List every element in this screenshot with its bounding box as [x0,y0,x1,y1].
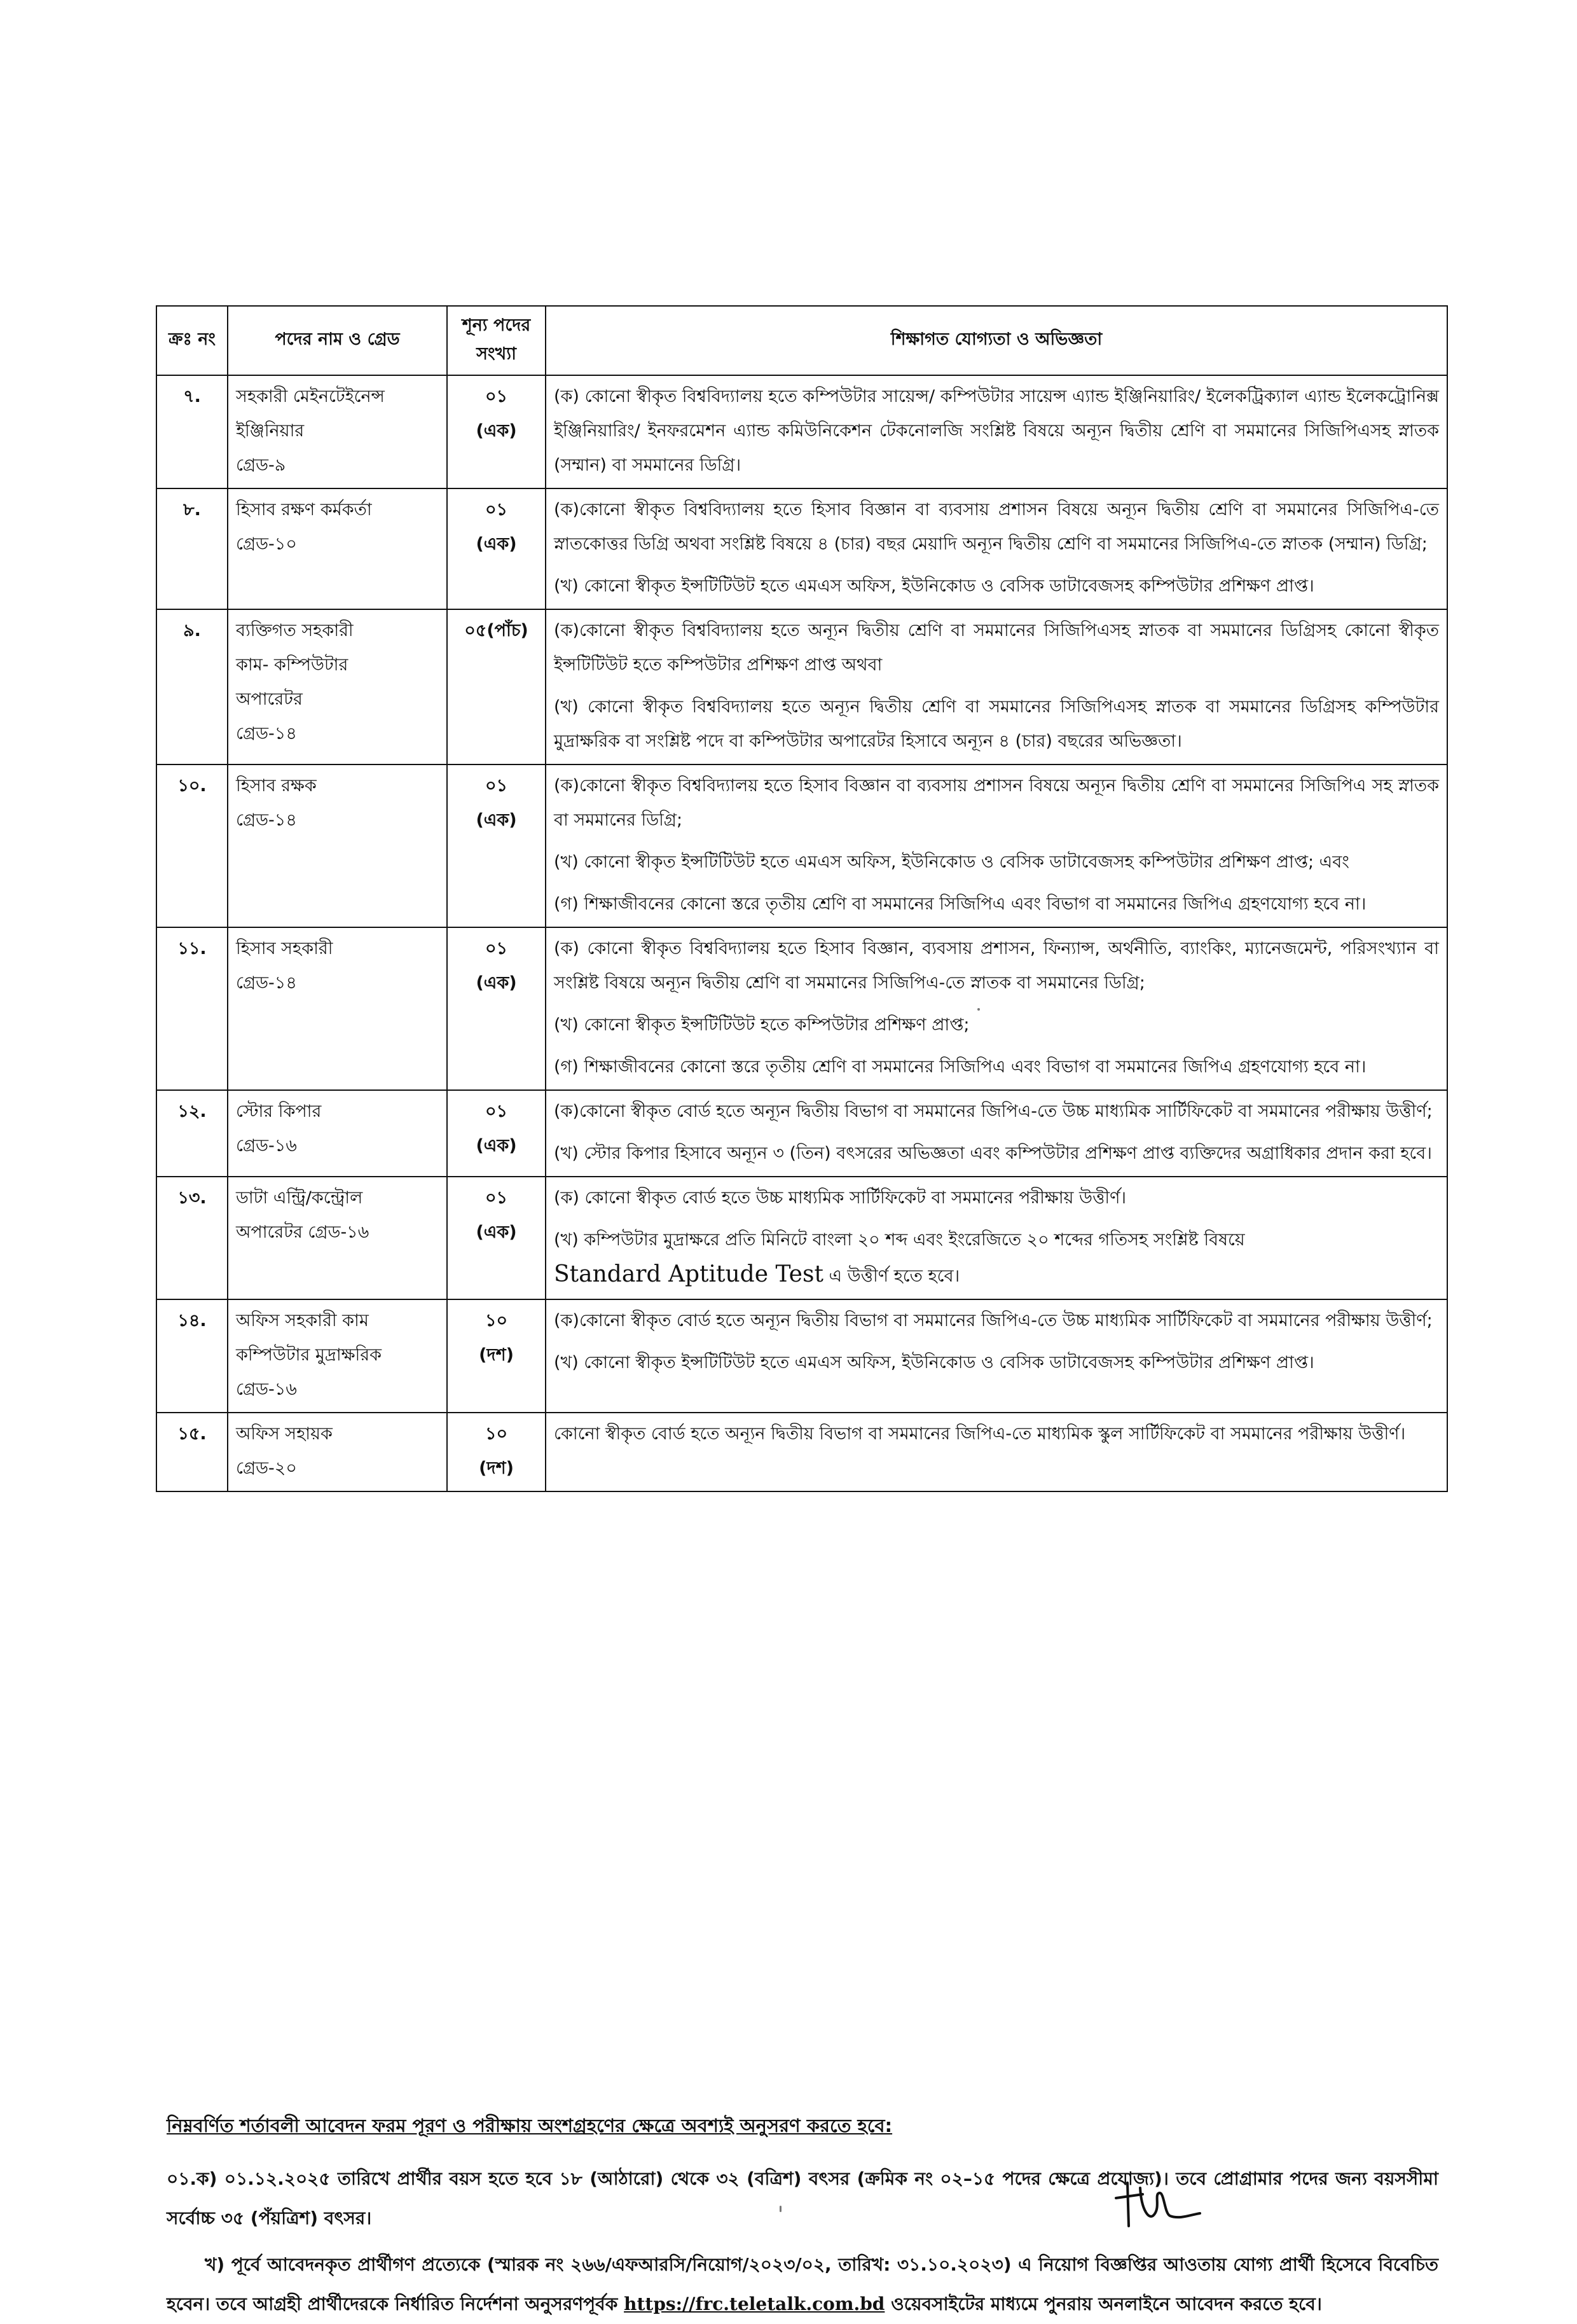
condition-age: ০১.ক) ০১.১২.২০২৫ তারিখে প্রার্থীর বয়স হতে হবে ১৮ (আঠারো) থেকে ৩২ (বত্রিশ) বৎসর (ক্রমিক নং ০২–১৫ পদের ক্ষেত্রে প্রযোজ্য)। তবে প্রোগ্রামার পদের জন্য বয়সসীমা সর্বোচ্চ ৩৫ (পঁয়ত্রিশ) বৎসর। [167,2168,1438,2229]
header-serial: ক্রঃ নং [156,306,228,375]
scan-speck [780,2206,782,2212]
qualification-item [554,1417,1439,1451]
qualification-text: (ক)কোনো স্বীকৃত বিশ্ববিদ্যালয় হতে হিসাব বিজ্ঞান বা ব্যবসায় প্রশাসন বিষয়ে অন্যূন দ্বিতীয় শ্রেণি বা সমমানের সিজিপিএ-তে স্নাতকোত্তর ডিগ্রি অথবা সংশ্লিষ্ট বিষয়ে ৪ (চার) বছর মেয়াদি অন্যূন দ্বিতীয় শ্রেণি বা সমমানের সিজিপিএ-তে স্নাতক (সম্মান) ডিগ্রি; [554,500,1439,554]
qualification-cell [546,1413,1447,1491]
header-post: পদের নাম ও গ্রেড [228,306,447,375]
scan-speck [977,1008,980,1011]
post-name-grade [228,927,447,1090]
post-line: ইঞ্জিনিয়ার [236,421,305,441]
qualification-item [554,569,1439,604]
application-website-link[interactable]: https://frc.teletalk.com.bd [624,2293,885,2314]
qualification-text: (খ) কোনো স্বীকৃত বিশ্ববিদ্যালয় হতে অন্যূন দ্বিতীয় শ্রেণি বা সমমানের সিজিপিএসহ স্নাতক বা সমমানের ডিগ্রিসহ কম্পিউটার মুদ্রাক্ষরিক বা সংশ্লিষ্ট পদে বা কম্পিউটার অপারেটর হিসাবে অন্যূন ৪ (চার) বছরের অভিজ্ঞতা। [554,697,1439,751]
post-line: ডাটা এন্ট্রি/কন্ট্রোল [236,1188,363,1208]
vacancy-count [447,1299,546,1413]
vacancy-count [447,488,546,609]
qualification-cell [546,1299,1447,1413]
table-header-row [156,306,1447,375]
qualification-text: (খ) স্টোর কিপার হিসাবে অন্যূন ৩ (তিন) বৎসরের অভিজ্ঞতা এবং কম্পিউটার প্রশিক্ষণ প্রাপ্ত ব্যক্তিদের অগ্রাধিকার প্রদান করা হবে। [554,1144,1432,1163]
condition-2-text-b: ওয়েবসাইটের মাধ্যমে পুনরায় অনলাইনে আবেদন করতে হবে। [885,2293,1322,2314]
aptitude-test-term: Standard Aptitude Test [554,1261,823,1287]
post-line: অফিস সহকারী কাম [236,1311,369,1331]
qualification-text: (খ) কোনো স্বীকৃত ইন্সটিটিউট হতে এমএস অফিস, ইউনিকোড ও বেসিক ডাটাবেজসহ কম্পিউটার প্রশিক্ষণ প্রাপ্ত। [554,576,1314,596]
qualification-item [554,1304,1439,1338]
table-row [156,1090,1447,1177]
post-line: হিসাব রক্ষণ কর্মকর্তা [236,500,372,520]
post-name-grade [228,375,447,488]
conditions-heading: নিম্নবর্ণিত শর্তাবলী আবেদন ফরম পূরণ ও পরীক্ষায় অংশগ্রহণের ক্ষেত্রে অবশ্যই অনুসরণ করতে হবে: [167,2115,893,2136]
post-name-grade [228,764,447,927]
table-row [156,1413,1447,1491]
post-line: অপারেটর [236,689,303,709]
qualification-item [554,1181,1439,1215]
vacancy-count [447,764,546,927]
vacancy-count [447,927,546,1090]
post-line: কম্পিউটার মুদ্রাক্ষরিক [236,1345,382,1365]
qualification-cell [546,1090,1447,1177]
vacancy-count [447,1413,546,1491]
vacancy-count [447,375,546,488]
qualification-cell [546,375,1447,488]
post-line: অফিস সহায়ক [236,1424,333,1444]
serial-number: ৭. [156,375,228,488]
condition-2-text-a: খ) পূর্বে আবেদনকৃত প্রার্থীগণ প্রত্যেকে (স্মারক নং ২৬৬/এফআরসি/নিয়োগ/২০২৩/০২, তারিখ: ৩১.১০.২০২৩) এ নিয়োগ বিজ্ঞপ্তির আওতায় যোগ্য প্রার্থী হিসেবে বিবেচিত হবেন। তবে আগ্রহী প্রার্থীদেরকে নির্ধারিত নির্দেশনা অনুসরণপূর্বক [167,2254,1438,2314]
serial-number: ১০. [156,764,228,927]
table-row [156,1177,1447,1299]
table-row [156,1299,1447,1413]
post-line: গ্রেড-৯ [236,455,286,475]
vacancy-line: (এক) [476,1136,517,1156]
table-body [156,375,1447,1491]
qualification-item [554,845,1439,880]
post-line: গ্রেড-১৬ [236,1380,297,1399]
post-line: গ্রেড-১০ [236,534,297,554]
vacancy-line: ০১ [485,1102,508,1121]
vacancy-line: (এক) [476,973,517,993]
qualification-item [554,1346,1439,1380]
serial-number: ১২. [156,1090,228,1177]
signature-mark [1110,2175,1205,2232]
qualification-item [554,887,1439,922]
qualification-text: (খ) কম্পিউটার মুদ্রাক্ষরে প্রতি মিনিটে বাংলা ২০ শব্দ এবং ইংরেজিতে ২০ শব্দের গতিসহ সংশ্লিষ্ট বিষয়ে [554,1230,1245,1250]
header-vacancies: শূন্য পদের সংখ্যা [447,306,546,375]
vacancy-line: (এক) [476,534,517,554]
qualification-text: (ক) কোনো স্বীকৃত বিশ্ববিদ্যালয় হতে হিসাব বিজ্ঞান, ব্যবসায় প্রশাসন, ফিন্যান্স, অর্থনীতি, ব্যাংকিং, ম্যানেজমেন্ট, পরিসংখ্যান বা সংশ্লিষ্ট বিষয়ে অন্যূন দ্বিতীয় শ্রেণি বা সমমানের সিজিপিএ-তে স্নাতক বা সমমানের ডিগ্রি; [554,939,1439,993]
vacancy-line: (দশ) [479,1458,514,1478]
table-row [156,375,1447,488]
vacancy-line: ০৫(পাঁচ) [464,621,528,640]
qualification-text: (ক) কোনো স্বীকৃত বিশ্ববিদ্যালয় হতে কম্পিউটার সায়েন্স/ কম্পিউটার সায়েন্স এ্যান্ড ইঞ্জিনিয়ারিং/ ইলেকট্রিক্যাল এ্যান্ড ইলেকট্রোনিক্স ইঞ্জিনিয়ারিং/ ইনফরমেশন এ্যান্ড কমিউনিকেশন টেকনোলজি সংশ্লিষ্ট বিষয়ে অন্যূন দ্বিতীয় শ্রেণি বা সমমানের সিজিপিএসহ স্নাতক (সম্মান) বা সমমানের ডিগ্রি। [554,387,1439,475]
serial-number: ১৫. [156,1413,228,1491]
qualification-text: (খ) কোনো স্বীকৃত ইন্সটিটিউট হতে এমএস অফিস, ইউনিকোড ও বেসিক ডাটাবেজসহ কম্পিউটার প্রশিক্ষণ প্রাপ্ত; এবং [554,852,1349,872]
qualification-text: (খ) কোনো স্বীকৃত ইন্সটিটিউট হতে এমএস অফিস, ইউনিকোড ও বেসিক ডাটাবেজসহ কম্পিউটার প্রশিক্ষণ প্রাপ্ত। [554,1353,1314,1373]
qualification-item [554,1095,1439,1129]
post-line: গ্রেড-১৪ [236,810,297,830]
vacancy-line: ০১ [485,939,508,958]
post-line: অপারেটর গ্রেড-১৬ [236,1222,369,1242]
qualification-text: (গ) শিক্ষাজীবনের কোনো স্তরে তৃতীয় শ্রেণি বা সমমানের সিজিপিএ এবং বিভাগ বা সমমানের জিপিএ গ্রহণযোগ্য হবে না। [554,894,1367,914]
post-line: হিসাব রক্ষক [236,776,317,796]
vacancy-line: (এক) [476,1222,517,1242]
post-line: গ্রেড-১৬ [236,1136,297,1156]
table-row [156,927,1447,1090]
aptitude-test-suffix: এ উত্তীর্ণ হতে হবে। [823,1266,960,1286]
serial-number: ৮. [156,488,228,609]
table-row [156,764,1447,927]
qualification-cell [546,488,1447,609]
post-name-grade [228,609,447,764]
qualification-item [554,932,1439,1000]
qualification-text: (গ) শিক্ষাজীবনের কোনো স্তরে তৃতীয় শ্রেণি বা সমমানের সিজিপিএ এবং বিভাগ বা সমমানের জিপিএ গ্রহণযোগ্য হবে না। [554,1057,1367,1077]
post-line: কাম- কম্পিউটার [236,655,348,675]
vacancy-table [156,305,1448,1492]
qualification-item [554,690,1439,759]
vacancy-line: ০১ [485,500,508,520]
serial-number: ৯. [156,609,228,764]
qualification-text: (ক) কোনো স্বীকৃত বোর্ড হতে উচ্চ মাধ্যমিক সার্টিফিকেট বা সমমানের পরীক্ষায় উত্তীর্ণ। [554,1188,1127,1208]
qualification-item [554,1223,1439,1294]
post-line: সহকারী মেইনটেইনেন্স [236,387,385,406]
post-name-grade [228,488,447,609]
qualification-text: (ক)কোনো স্বীকৃত বোর্ড হতে অন্যূন দ্বিতীয় বিভাগ বা সমমানের জিপিএ-তে উচ্চ মাধ্যমিক সার্টিফিকেট বা সমমানের পরীক্ষায় উত্তীর্ণ; [554,1311,1433,1331]
qualification-item [554,1008,1439,1042]
qualification-cell [546,1177,1447,1299]
qualification-item [554,1137,1439,1171]
table-row [156,488,1447,609]
qualification-cell [546,927,1447,1090]
post-line: ব্যক্তিগত সহকারী [236,621,354,640]
qualification-text: (ক)কোনো স্বীকৃত বিশ্ববিদ্যালয় হতে অন্যূন দ্বিতীয় শ্রেণি বা সমমানের সিজিপিএসহ স্নাতক বা সমমানের ডিগ্রিসহ কোনো স্বীকৃত ইন্সটিটিউট হতে কম্পিউটার প্রশিক্ষণ প্রাপ্ত অথবা [554,621,1439,675]
vacancy-count [447,609,546,764]
header-qualification: শিক্ষাগত যোগ্যতা ও অভিজ্ঞতা [546,306,1447,375]
qualification-item [554,614,1439,682]
qualification-text: কোনো স্বীকৃত বোর্ড হতে অন্যূন দ্বিতীয় বিভাগ বা সমমানের জিপিএ-তে মাধ্যমিক স্কুল সার্টিফিকেট বা সমমানের পরীক্ষায় উত্তীর্ণ। [554,1424,1406,1444]
qualification-cell [546,609,1447,764]
post-name-grade [228,1177,447,1299]
post-line: গ্রেড-১৪ [236,973,297,993]
qualification-item [554,380,1439,483]
qualification-item [554,769,1439,838]
vacancy-line: (এক) [476,810,517,830]
vacancy-line: ০১ [485,1188,508,1208]
vacancy-line: (দশ) [479,1345,514,1365]
table-row [156,609,1447,764]
post-name-grade [228,1299,447,1413]
post-name-grade [228,1413,447,1491]
qualification-text: (খ) কোনো স্বীকৃত ইন্সটিটিউট হতে কম্পিউটার প্রশিক্ষণ প্রাপ্ত; [554,1015,970,1035]
serial-number: ১১. [156,927,228,1090]
vacancy-count [447,1090,546,1177]
post-line: স্টোর কিপার [236,1102,322,1121]
vacancy-line: ১০ [485,1424,508,1444]
qualification-text: (ক)কোনো স্বীকৃত বিশ্ববিদ্যালয় হতে হিসাব বিজ্ঞান বা ব্যবসায় প্রশাসন বিষয়ে অন্যূন দ্বিতীয় শ্রেণি বা সমমানের সিজিপিএ সহ স্নাতক বা সমমানের ডিগ্রি; [554,776,1439,830]
serial-number: ১৩. [156,1177,228,1299]
post-line: হিসাব সহকারী [236,939,333,958]
post-line: গ্রেড-২০ [236,1458,297,1478]
post-line: গ্রেড-১৪ [236,724,297,744]
qualification-cell [546,764,1447,927]
post-name-grade [228,1090,447,1177]
vacancy-count [447,1177,546,1299]
qualification-item [554,493,1439,562]
serial-number: ১৪. [156,1299,228,1413]
vacancy-line: ১০ [485,1311,508,1331]
qualification-item [554,1050,1439,1084]
vacancy-line: ০১ [485,776,508,796]
condition-previous-applicants [167,2245,1438,2324]
vacancy-line: (এক) [476,421,517,441]
vacancy-line: ০১ [485,387,508,406]
qualification-text: (ক)কোনো স্বীকৃত বোর্ড হতে অন্যূন দ্বিতীয় বিভাগ বা সমমানের জিপিএ-তে উচ্চ মাধ্যমিক সার্টিফিকেট বা সমমানের পরীক্ষায় উত্তীর্ণ; [554,1102,1433,1121]
